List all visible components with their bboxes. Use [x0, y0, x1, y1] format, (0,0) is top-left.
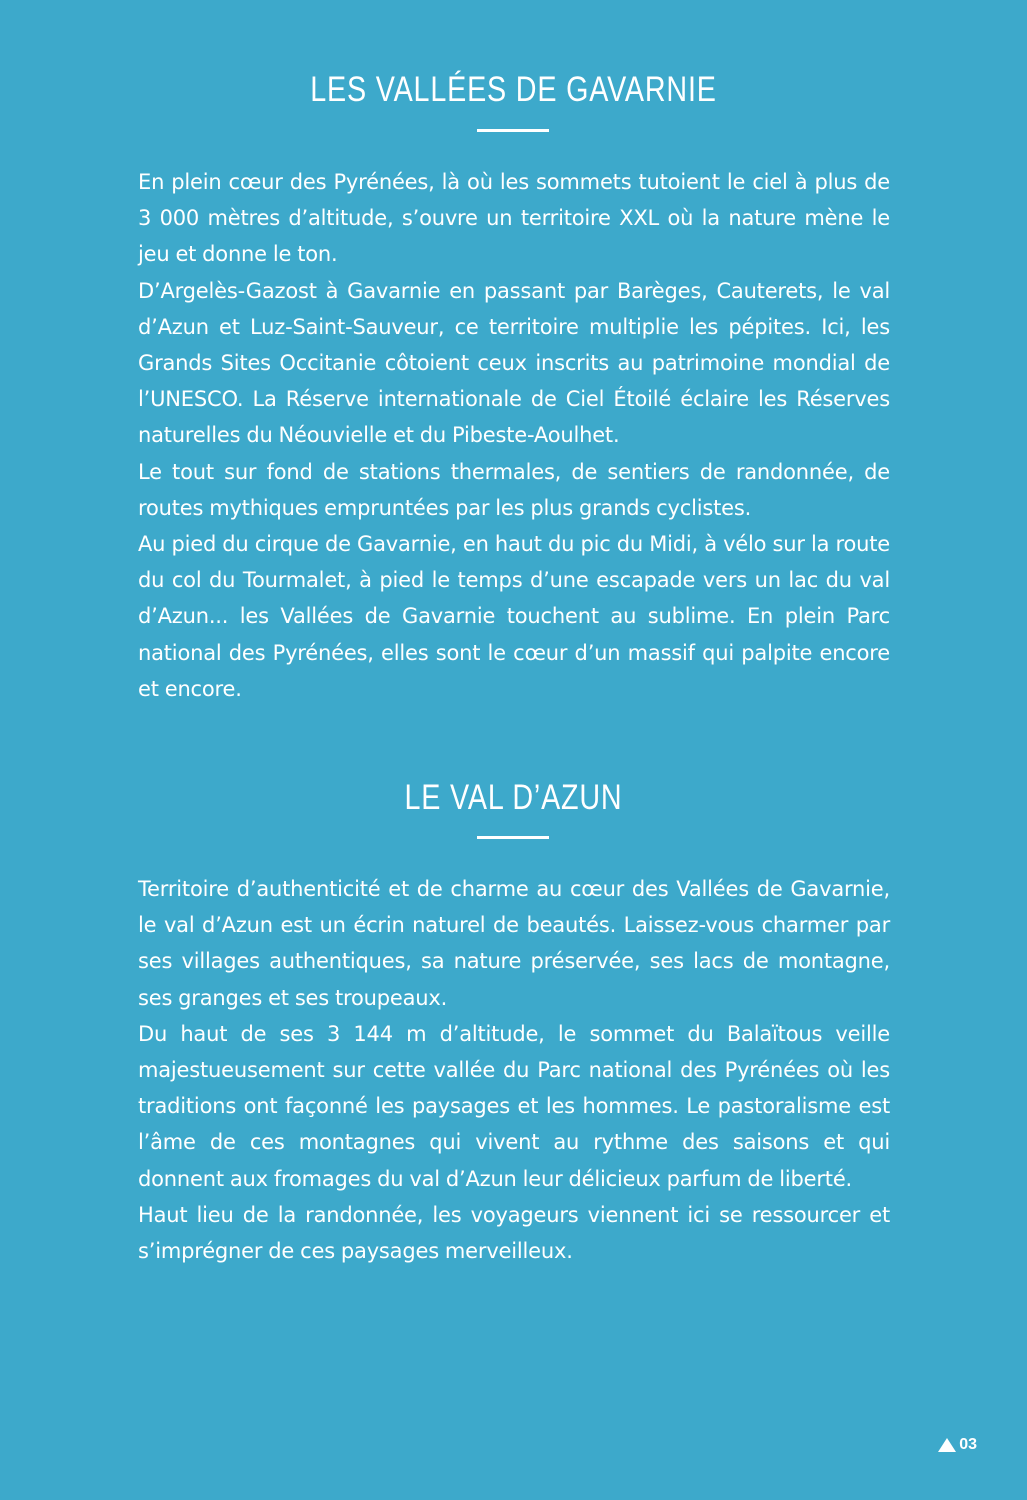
title-divider — [477, 129, 549, 132]
triangle-up-icon — [938, 1438, 956, 1452]
section-body-val-d-azun — [138, 871, 890, 1269]
title-divider — [477, 836, 549, 839]
section-body-vallees-de-gavarnie — [138, 164, 890, 707]
page-number — [938, 1436, 977, 1454]
paragraph: Haut lieu de la randonnée, les voyageurs viennent ici se ressourcer et s’imprégner de ces paysages merveilleux. — [138, 1202, 890, 1264]
page-number-label: 03 — [959, 1436, 977, 1453]
paragraph: Le tout sur fond de stations thermales, de sentiers de randonnée, de routes mythiques empruntées par les plus grands cyclistes. — [138, 459, 890, 520]
paragraph: Du haut de ses 3 144 m d’altitude, le sommet du Balaïtous veille majestueusement sur cette vallée du Parc national des Pyrénées où les traditions ont façonné les paysages et les hommes. Le pastoralisme est l’âme de ces montagnes qui vivent au rythme des saisons et qui donnent aux fromages du val d’Azun leur délicieux parfum de liberté. — [138, 1021, 890, 1191]
paragraph: Au pied du cirque de Gavarnie, en haut du pic du Midi, à vélo sur la route du col du Tourmalet, à pied le temps d’une escapade vers un lac du val d’Azun... les Vallées de Gavarnie touchent au sublime. En plein Parc national des Pyrénées, elles sont le cœur d’un massif qui palpite encore et encore. — [138, 532, 890, 701]
paragraph: Territoire d’authenticité et de charme au cœur des Vallées de Gavarnie, le val d’Azun est un écrin naturel de beautés. Laissez-vous charmer par ses villages authentiques, sa nature préservée, ses lacs de montagne, ses granges et ses troupeaux. — [138, 877, 890, 1010]
paragraph: D’Argelès-Gazost à Gavarnie en passant par Barèges, Cauterets, le val d’Azun et Luz-Saint-Sauveur, ce territoire multiplie les pépites. Ici, les Grands Sites Occitanie côtoient ceux inscrits au patrimoine mondial de l’UNESCO. La Réserve internationale de Ciel Étoilé éclaire les Réserves naturelles du Néouvielle et du Pibeste-Aoulhet. — [138, 278, 890, 448]
paragraph: En plein cœur des Pyrénées, là où les sommets tutoient le ciel à plus de 3 000 mètres d’altitude, s’ouvre un territoire XXL où la nature mène le jeu et donne le ton. — [138, 170, 890, 267]
section-title-val-d-azun: LE VAL D’AZUN — [404, 778, 623, 817]
section-title-vallees-de-gavarnie: LES VALLÉES DE GAVARNIE — [310, 70, 717, 109]
